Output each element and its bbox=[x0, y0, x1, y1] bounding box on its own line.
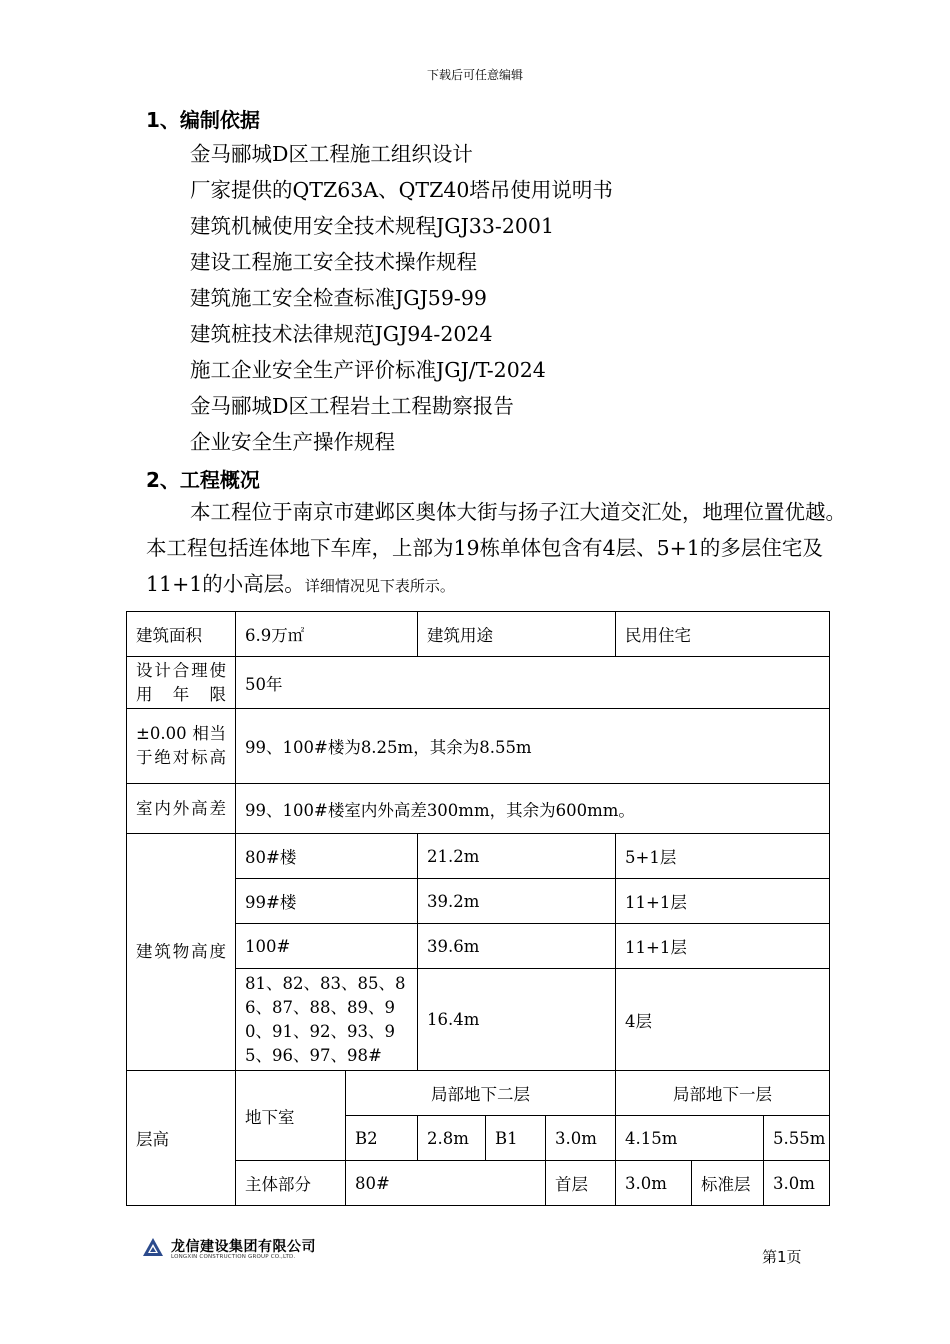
section1-title: 1、编制依据 bbox=[146, 108, 260, 132]
list-item: 企业安全生产操作规程 bbox=[190, 430, 395, 454]
first-floor-label: 首层 bbox=[546, 1161, 616, 1206]
basement-label: 地下室 bbox=[236, 1071, 346, 1161]
list-item: 金马郦城D区工程岩土工程勘察报告 bbox=[190, 394, 514, 418]
table-row bbox=[127, 834, 830, 879]
life-label: 设计合理使用年限 bbox=[127, 657, 236, 709]
b1-height-a: 4.15m bbox=[616, 1116, 764, 1161]
area-label: 建筑面积 bbox=[127, 612, 236, 657]
area-value: 6.9万㎡ bbox=[236, 612, 418, 657]
overview-text: 本工程位于南京市建邺区奥体大街与扬子江大道交汇处，地理位置优越。本工程包括连体地下车库，上部为19栋单体包含有4层、5+1的多层住宅及11+1的小高层。 bbox=[146, 500, 846, 596]
building-height-label: 建筑物高度 bbox=[127, 834, 236, 1071]
building-floors: 11+1层 bbox=[616, 879, 830, 924]
life-value: 50年 bbox=[236, 657, 830, 709]
standard-floor-value: 3.0m bbox=[764, 1161, 830, 1206]
header-note: 下载后可任意编辑 bbox=[426, 68, 523, 82]
b1-code: B1 bbox=[486, 1116, 546, 1161]
basis-list bbox=[190, 138, 613, 462]
building-name: 81、82、83、85、86、87、88、89、90、91、92、93、95、96、97、98# bbox=[236, 969, 418, 1071]
list-item: 施工企业安全生产评价标准JGJ/T-2024 bbox=[190, 358, 546, 382]
b2-code: B2 bbox=[346, 1116, 418, 1161]
b1-header: 局部地下一层 bbox=[616, 1071, 830, 1116]
overview-paragraph bbox=[146, 494, 852, 604]
building-height: 21.2m bbox=[418, 834, 616, 879]
company-name: 龙信建设集团有限公司 bbox=[171, 1239, 316, 1255]
building-floors: 11+1层 bbox=[616, 924, 830, 969]
main-part-label: 主体部分 bbox=[236, 1161, 346, 1206]
section2-title: 2、工程概况 bbox=[146, 468, 260, 492]
table-row bbox=[127, 709, 830, 784]
table-row bbox=[127, 657, 830, 709]
logo-triangle-icon bbox=[143, 1238, 163, 1256]
overview-note: 详细情况见下表所示。 bbox=[304, 577, 455, 595]
building-height: 39.6m bbox=[418, 924, 616, 969]
b1-height-b: 5.55m bbox=[764, 1116, 830, 1161]
project-info-table bbox=[126, 611, 830, 1206]
use-value: 民用住宅 bbox=[616, 612, 830, 657]
elevation-label: ±0.00 相当于绝对标高 bbox=[127, 709, 236, 784]
company-logo bbox=[143, 1236, 323, 1264]
list-item: 建筑施工安全检查标准JGJ59-99 bbox=[190, 286, 487, 310]
list-item: 建筑机械使用安全技术规程JGJ33-2001 bbox=[190, 214, 554, 238]
building-floors: 5+1层 bbox=[616, 834, 830, 879]
table-row bbox=[127, 1071, 830, 1116]
first-floor-value: 3.0m bbox=[616, 1161, 692, 1206]
b2-header: 局部地下二层 bbox=[346, 1071, 616, 1116]
list-item: 建筑桩技术法律规范JGJ94-2024 bbox=[190, 322, 493, 346]
table-row bbox=[127, 784, 830, 834]
list-item: 建设工程施工安全技术操作规程 bbox=[190, 250, 477, 274]
table-row bbox=[127, 612, 830, 657]
b1-value: 3.0m bbox=[546, 1116, 616, 1161]
standard-floor-label: 标准层 bbox=[692, 1161, 764, 1206]
main-building: 80# bbox=[346, 1161, 546, 1206]
building-height: 39.2m bbox=[418, 879, 616, 924]
floor-height-label: 层高 bbox=[127, 1071, 236, 1206]
b2-value: 2.8m bbox=[418, 1116, 486, 1161]
use-label: 建筑用途 bbox=[418, 612, 616, 657]
page-number: 第1页 bbox=[762, 1248, 802, 1266]
list-item: 厂家提供的QTZ63A、QTZ40塔吊使用说明书 bbox=[190, 178, 613, 202]
company-name-en: LONGXIN CONSTRUCTION GROUP CO.,LTD. bbox=[171, 1254, 296, 1260]
list-item: 金马郦城D区工程施工组织设计 bbox=[190, 142, 473, 166]
building-name: 80#楼 bbox=[236, 834, 418, 879]
height-diff-value: 99、100#楼室内外高差300mm，其余为600mm。 bbox=[236, 784, 830, 834]
building-name: 99#楼 bbox=[236, 879, 418, 924]
building-height: 16.4m bbox=[418, 969, 616, 1071]
height-diff-label: 室内外高差 bbox=[127, 784, 236, 834]
building-floors: 4层 bbox=[616, 969, 830, 1071]
elevation-value: 99、100#楼为8.25m，其余为8.55m bbox=[236, 709, 830, 784]
building-name: 100# bbox=[236, 924, 418, 969]
